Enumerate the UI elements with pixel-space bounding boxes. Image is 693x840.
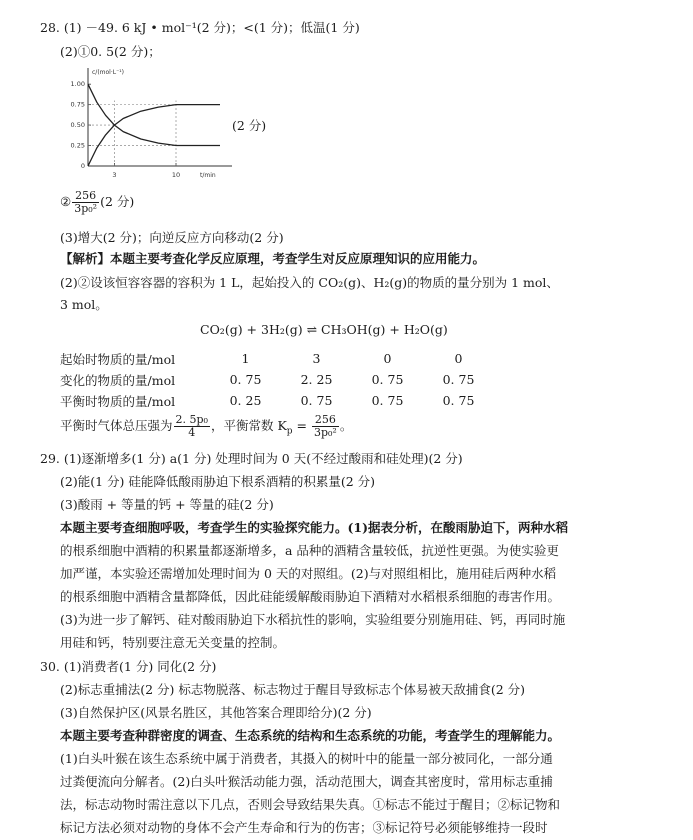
pressure-fraction [174,414,210,439]
row-label: 变化的物质的量/mol [60,372,176,388]
cell: 0. 75 [442,393,475,408]
q29-para-line: 用硅和钙，特别要注意无关变量的控制。 [60,635,286,650]
frac-num: 256 [312,414,339,427]
q30-para-line: (1)白头叶猴在该生态系统中属于消费者，其摄入的树叶中的能量一部分被同化，一部分通 [60,751,553,766]
x-tick-label: 3 [112,171,117,179]
q29-answer-2: (2)能(1 分) 硅能降低酸雨胁迫下根系酒精的积累量(2 分) [60,474,376,489]
y-tick-label: 0.75 [70,100,85,109]
q29-answer-1: 29. (1)逐渐增多(1 分) a(1 分) 处理时间为 0 天(不经过酸雨和硅处理)(2 分) [40,451,463,466]
frac-num: 2. 5p₀ [175,413,208,426]
q28-p1: (2)②设该恒容容器的容积为 1 L，起始投入的 CO₂(g)、H₂(g)的物质的量分别为 1 mol、 [60,275,559,290]
series-line-decreasing [88,84,220,145]
q30-para-line: 过粪便流向分解者。(2)白头叶猴活动能力强，活动范围大，调查其密度时，常用标志重捕 [60,774,553,789]
y-tick-label: 1.00 [70,80,85,89]
series-line-increasing [88,105,220,166]
q30-answer-3: (3)自然保护区(风景名胜区，其他答案合理即给分)(2 分) [60,705,372,720]
kp-fraction [312,414,339,439]
cell: 0. 75 [300,393,333,408]
x-axis-label: t/min [200,172,216,179]
q28-p2: 3 mol。 [60,297,108,312]
k-fraction [72,190,99,215]
frac-den: 3p₀² [313,426,337,439]
cell: 0. 25 [229,393,262,408]
q28-answer-1: 28. (1) －49. 6 kJ • mol⁻¹(2 分)；<(1 分)；低温(1 分) [40,20,360,35]
cell: 0 [383,351,392,366]
q30-answer-1: 30. (1)消费者(1 分) 同化(2 分) [40,659,217,674]
y-tick-label: 0.50 [70,121,85,130]
y-tick-label: 0.25 [70,141,85,150]
row-label: 起始时物质的量/mol [60,351,176,367]
last-mid: ，平衡常数 K [210,418,287,433]
q29-answer-3: (3)酸雨 + 等量的钙 + 等量的硅(2 分) [60,497,274,512]
frac-suffix: (2 分) [100,194,135,209]
table-row [60,348,494,369]
chart-score: (2 分) [232,118,267,133]
q29-para-line: 的根系细胞中酒精的积累量都逐渐增多，a 品种的酒精含量较低，抗逆性更强。为使实验更 [60,543,559,558]
y-tick-label: 0 [80,162,85,170]
frac-num: 256 [72,190,99,203]
q29-para-line: 本题主要考查细胞呼吸，考查学生的实验探究能力。(1)据表分析，在酸雨胁迫下，两种水稻 [60,520,569,535]
q28-answer-2: (2)①0. 5(2 分)； [60,44,161,59]
cell: 0. 75 [442,372,475,387]
q30-answer-2: (2)标志重捕法(2 分) 标志物脱落、标志物过于醒目导致标志个体易被天敌捕食(2 分) [60,682,526,697]
last-prefix: 平衡时气体总压强为 [60,418,173,433]
last-end: 。 [339,418,353,433]
q28-last-line [60,414,352,440]
q29-para-line: 的根系细胞中酒精含量都降低，因此硅能缓解酸雨胁迫下酒精对水稻根系细胞的毒害作用。 [60,589,561,604]
last-eq: = [292,418,311,433]
q28-answer-3: (3)增大(2 分)；向逆反应方向移动(2 分) [60,230,284,245]
q28-answer-frac [60,190,134,215]
equilibrium-table [60,348,494,411]
table-row [60,390,494,411]
frac-den: 3p₀² [74,202,98,215]
y-axis-label: c/(mol·L⁻¹) [92,69,125,76]
q30-para-line: 本题主要考查种群密度的调查、生态系统的结构和生态系统的功能，考查学生的理解能力。 [60,728,561,743]
cell: 0. 75 [371,372,404,387]
cell: 0. 75 [371,393,404,408]
frac-den: 4 [188,426,196,439]
q29-para-line: (3)为进一步了解钙、硅对酸雨胁迫下水稻抗性的影响，实验组要分别施用硅、钙，再同时施 [60,612,566,627]
chart-lines [88,84,220,166]
cell: 0. 75 [229,372,262,387]
chart-axes [88,68,232,179]
q29-para-line: 加严谨，本实验还需增加处理时间为 0 天的对照组。(2)与对照组相比，施用硅后两种水稻 [60,566,557,581]
cell: 0 [454,351,463,366]
reaction-equation: CO₂(g) + 3H₂(g) ⇌ CH₃OH(g) + H₂O(g) [200,322,448,337]
cell: 2. 25 [300,372,333,387]
q30-para-line: 法，标志动物时需注意以下几点，否则会导致结果失真。①标志不能过于醒目；②标记物和 [60,797,561,812]
kp-sub: p [286,426,293,437]
cell: 3 [312,351,321,366]
table-row [60,369,494,390]
q30-para-line: 标记方法必须对动物的身体不会产生寿命和行为的伤害；③标记符号必须能够维持一段时 [60,820,548,835]
q28-analysis: 【解析】本题主要考查化学反应原理，考查学生对反应原理知识的应用能力。 [60,251,486,266]
row-label: 平衡时物质的量/mol [60,393,176,409]
concentration-chart [60,66,240,186]
chart-ticks [71,80,181,179]
frac-prefix: ② [60,194,72,209]
x-tick-label: 10 [171,171,181,179]
cell: 1 [241,351,250,366]
